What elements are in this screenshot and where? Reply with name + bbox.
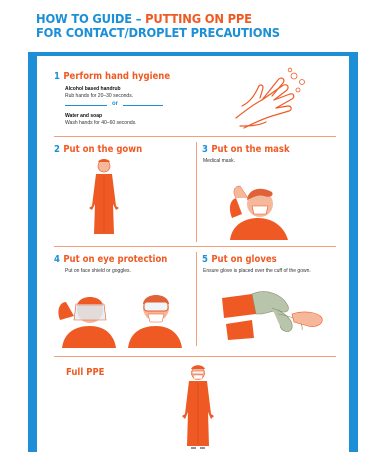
step-title-text: Put on gloves: [211, 254, 277, 265]
vertical-divider-1: [196, 142, 197, 242]
step-5-text: Ensure glove is placed over the cuff of the gown.: [203, 268, 311, 274]
step-title-text: Put on eye protection: [63, 254, 168, 265]
divider-3: [54, 356, 336, 357]
option-2-text: Wash hands for 40–60 seconds.: [65, 120, 137, 126]
option-2-title: Water and soap: [65, 113, 103, 119]
step-4-text: Put on face shield or goggles.: [65, 268, 131, 274]
hands-rubbing-icon: [232, 66, 310, 132]
gloves-icon: [222, 284, 332, 342]
step-2-title: [54, 144, 142, 155]
title-prefix: HOW TO GUIDE –: [36, 11, 146, 26]
step-1-title: [54, 71, 170, 82]
step-number: 3: [202, 144, 208, 155]
step-number: 4: [54, 254, 60, 265]
step-4-title: [54, 254, 167, 265]
or-label: or: [112, 101, 118, 107]
full-ppe-title: Full PPE: [66, 367, 105, 378]
step-3-title: [202, 144, 290, 155]
step-title-text: Perform hand hygiene: [63, 71, 171, 82]
step-5-title: [202, 254, 277, 265]
title-line-1: [36, 12, 330, 26]
step-number: 2: [54, 144, 60, 155]
title-line-2: FOR CONTACT/DROPLET PRECAUTIONS: [36, 25, 280, 40]
mask-figure-icon: [222, 178, 292, 240]
vertical-divider-2: [196, 252, 197, 346]
gown-figure-icon: [86, 158, 122, 238]
step-title-text: Put on the mask: [211, 144, 290, 155]
or-rule-right: [123, 105, 163, 106]
option-1-text: Rub hands for 20–30 seconds.: [65, 93, 134, 99]
eye-protection-icon: [56, 280, 186, 348]
step-title-text: Put on the gown: [63, 144, 143, 155]
page-header: [36, 12, 356, 40]
or-rule-left: [65, 105, 107, 106]
step-number: 1: [54, 71, 60, 82]
step-3-text: Medical mask.: [203, 158, 235, 164]
step-number: 5: [202, 254, 208, 265]
title-highlight: PUTTING ON PPE: [145, 11, 252, 26]
divider-2: [54, 246, 336, 247]
full-ppe-figure-icon: [178, 364, 218, 450]
divider-1: [54, 136, 336, 137]
option-1-title: Alcohol based handrub: [65, 86, 121, 92]
